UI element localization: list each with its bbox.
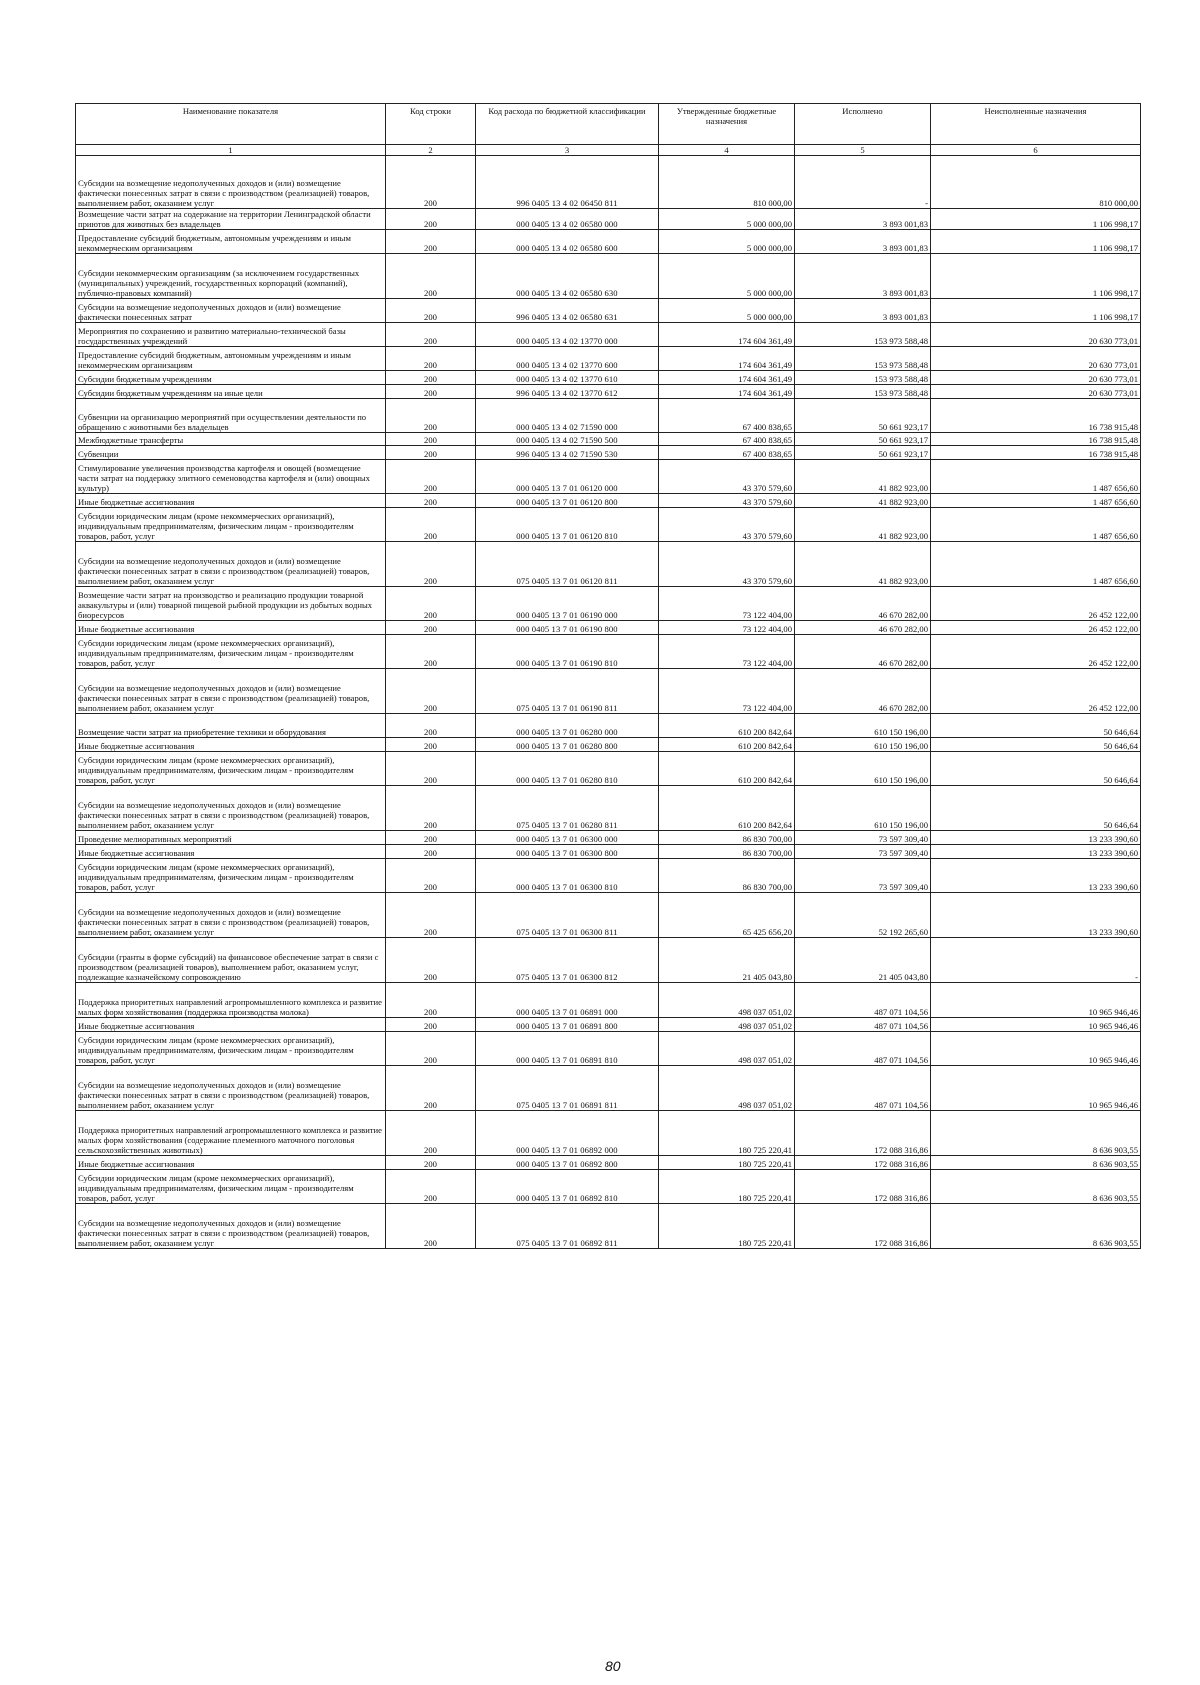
indicator-name: Предоставление субсидий бюджетным, автономным учреждениям и иным некоммерческим организациям [76, 347, 386, 371]
unexecuted-amount: 10 965 946,46 [931, 983, 1141, 1018]
unexecuted-amount: 13 233 390,60 [931, 831, 1141, 845]
approved-amount: 5 000 000,00 [659, 209, 795, 230]
line-code: 200 [386, 893, 476, 938]
indicator-name: Иные бюджетные ассигнования [76, 1156, 386, 1170]
executed-amount: 153 973 588,48 [795, 323, 931, 347]
line-code: 200 [386, 1066, 476, 1111]
unexecuted-amount: 13 233 390,60 [931, 859, 1141, 893]
table-row [76, 738, 1141, 752]
approved-amount: 174 604 361,49 [659, 371, 795, 385]
approved-amount: 174 604 361,49 [659, 385, 795, 399]
budget-classification-code: 000 0405 13 7 01 06280 000 [476, 714, 659, 738]
line-code: 200 [386, 230, 476, 254]
executed-amount: 487 071 104,56 [795, 983, 931, 1018]
executed-amount: 172 088 316,86 [795, 1156, 931, 1170]
line-code: 200 [386, 587, 476, 621]
indicator-name: Поддержка приоритетных направлений агропромышленного комплекса и развитие малых форм хозяйствования (содержание племенного маточного поголовья сельскохозяйственных животных) [76, 1111, 386, 1156]
approved-amount: 67 400 838,65 [659, 399, 795, 433]
table-row [76, 385, 1141, 399]
budget-classification-code: 000 0405 13 4 02 06580 000 [476, 209, 659, 230]
unexecuted-amount: 20 630 773,01 [931, 323, 1141, 347]
indicator-name: Субсидии бюджетным учреждениям [76, 371, 386, 385]
indicator-name: Субсидии юридическим лицам (кроме некоммерческих организаций), индивидуальным предпринимателям, физическим лицам - производителям товаров, работ, услуг [76, 508, 386, 542]
approved-amount: 86 830 700,00 [659, 845, 795, 859]
table-row [76, 1170, 1141, 1204]
executed-amount: 21 405 043,80 [795, 938, 931, 983]
header-row [76, 104, 1141, 145]
column-header-name: Наименование показателя [76, 104, 386, 145]
unexecuted-amount: 10 965 946,46 [931, 1018, 1141, 1032]
line-code: 200 [386, 738, 476, 752]
table-row [76, 494, 1141, 508]
indicator-name: Поддержка приоритетных направлений агропромышленного комплекса и развитие малых форм хозяйствования (поддержка производства молока) [76, 983, 386, 1018]
executed-amount: 153 973 588,48 [795, 347, 931, 371]
approved-amount: 610 200 842,64 [659, 752, 795, 786]
executed-amount: 172 088 316,86 [795, 1204, 931, 1249]
executed-amount: 46 670 282,00 [795, 669, 931, 714]
indicator-name: Субсидии на возмещение недополученных доходов и (или) возмещение фактически понесенных затрат в связи с производством (реализацией) товаров, выполнением работ, оказанием услуг [76, 786, 386, 831]
line-code: 200 [386, 845, 476, 859]
line-code: 200 [386, 938, 476, 983]
indicator-name: Субвенции на организацию мероприятий при осуществлении деятельности по обращению с животными без владельцев [76, 399, 386, 433]
unexecuted-amount: 10 965 946,46 [931, 1032, 1141, 1066]
unexecuted-amount: 20 630 773,01 [931, 385, 1141, 399]
table-row [76, 669, 1141, 714]
indicator-name: Возмещение части затрат на производство и реализацию продукции товарной аквакультуры и (или) товарной пищевой рыбной продукции из добытых водных биоресурсов [76, 587, 386, 621]
table-row [76, 371, 1141, 385]
budget-report-sheet [75, 103, 1140, 1249]
indicator-name: Субсидии на возмещение недополученных доходов и (или) возмещение фактически понесенных затрат в связи с производством (реализацией) товаров, выполнением работ, оказанием услуг [76, 893, 386, 938]
indicator-name: Субсидии юридическим лицам (кроме некоммерческих организаций), индивидуальным предпринимателям, физическим лицам - производителям товаров, работ, услуг [76, 1032, 386, 1066]
table-row [76, 347, 1141, 371]
indicator-name: Проведение мелиоративных мероприятий [76, 831, 386, 845]
executed-amount: 172 088 316,86 [795, 1170, 931, 1204]
approved-amount: 21 405 043,80 [659, 938, 795, 983]
indicator-name: Иные бюджетные ассигнования [76, 621, 386, 635]
unexecuted-amount: 1 106 998,17 [931, 230, 1141, 254]
executed-amount: 3 893 001,83 [795, 230, 931, 254]
approved-amount: 67 400 838,65 [659, 446, 795, 460]
table-row [76, 752, 1141, 786]
indicator-name: Субсидии на возмещение недополученных доходов и (или) возмещение фактически понесенных затрат в связи с производством (реализацией) товаров, выполнением работ, оказанием услуг [76, 542, 386, 587]
executed-amount: 153 973 588,48 [795, 385, 931, 399]
budget-classification-code: 075 0405 13 7 01 06892 811 [476, 1204, 659, 1249]
unexecuted-amount: 8 636 903,55 [931, 1156, 1141, 1170]
indicator-name: Субвенции [76, 446, 386, 460]
approved-amount: 180 725 220,41 [659, 1204, 795, 1249]
unexecuted-amount: 8 636 903,55 [931, 1170, 1141, 1204]
unexecuted-amount: 1 487 656,60 [931, 542, 1141, 587]
line-code: 200 [386, 1156, 476, 1170]
line-code: 200 [386, 347, 476, 371]
executed-amount: 172 088 316,86 [795, 1111, 931, 1156]
executed-amount: 50 661 923,17 [795, 399, 931, 433]
indicator-name: Мероприятия по сохранению и развитию материально-технической базы государственных учреждений [76, 323, 386, 347]
column-number: 5 [795, 145, 931, 156]
executed-amount: 41 882 923,00 [795, 508, 931, 542]
indicator-name: Стимулирование увеличения производства картофеля и овощей (возмещение части затрат на поддержку элитного семеноводства картофеля и (или) овощных культур) [76, 460, 386, 494]
indicator-name: Субсидии юридическим лицам (кроме некоммерческих организаций), индивидуальным предпринимателям, физическим лицам - производителям товаров, работ, услуг [76, 635, 386, 669]
unexecuted-amount: 50 646,64 [931, 738, 1141, 752]
executed-amount: 610 150 196,00 [795, 738, 931, 752]
indicator-name: Субсидии на возмещение недополученных доходов и (или) возмещение фактически понесенных затрат в связи с производством (реализацией) товаров, выполнением работ, оказанием услуг [76, 1204, 386, 1249]
column-number-row [76, 145, 1141, 156]
table-row [76, 831, 1141, 845]
table-row [76, 446, 1141, 460]
line-code: 200 [386, 714, 476, 738]
approved-amount: 67 400 838,65 [659, 433, 795, 446]
table-row [76, 323, 1141, 347]
approved-amount: 5 000 000,00 [659, 299, 795, 323]
line-code: 200 [386, 752, 476, 786]
table-row [76, 1066, 1141, 1111]
table-row [76, 508, 1141, 542]
unexecuted-amount: 20 630 773,01 [931, 347, 1141, 371]
line-code: 200 [386, 542, 476, 587]
line-code: 200 [386, 399, 476, 433]
unexecuted-amount: 26 452 122,00 [931, 587, 1141, 621]
table-row [76, 1204, 1141, 1249]
budget-classification-code: 075 0405 13 7 01 06300 811 [476, 893, 659, 938]
indicator-name: Субсидии на возмещение недополученных доходов и (или) возмещение фактически понесенных затрат в связи с производством (реализацией) товаров, выполнением работ, оказанием услуг [76, 669, 386, 714]
budget-classification-code: 000 0405 13 7 01 06891 810 [476, 1032, 659, 1066]
table-row [76, 542, 1141, 587]
executed-amount: 41 882 923,00 [795, 460, 931, 494]
table-row [76, 254, 1141, 299]
table-row [76, 1032, 1141, 1066]
budget-classification-code: 000 0405 13 7 01 06300 810 [476, 859, 659, 893]
indicator-name: Субсидии на возмещение недополученных доходов и (или) возмещение фактически понесенных затрат в связи с производством (реализацией) товаров, выполнением работ, оказанием услуг [76, 156, 386, 209]
approved-amount: 174 604 361,49 [659, 323, 795, 347]
unexecuted-amount: 13 233 390,60 [931, 893, 1141, 938]
unexecuted-amount: 16 738 915,48 [931, 446, 1141, 460]
indicator-name: Субсидии на возмещение недополученных доходов и (или) возмещение фактически понесенных затрат в связи с производством (реализацией) товаров, выполнением работ, оказанием услуг [76, 1066, 386, 1111]
budget-classification-code: 996 0405 13 4 02 06450 811 [476, 156, 659, 209]
approved-amount: 5 000 000,00 [659, 254, 795, 299]
table-row [76, 1111, 1141, 1156]
column-header-unexecuted: Неисполненные назначения [931, 104, 1141, 145]
budget-classification-code: 000 0405 13 7 01 06190 000 [476, 587, 659, 621]
unexecuted-amount: 26 452 122,00 [931, 669, 1141, 714]
budget-classification-code: 000 0405 13 4 02 71590 500 [476, 433, 659, 446]
line-code: 200 [386, 156, 476, 209]
approved-amount: 43 370 579,60 [659, 460, 795, 494]
approved-amount: 86 830 700,00 [659, 831, 795, 845]
approved-amount: 73 122 404,00 [659, 635, 795, 669]
budget-classification-code: 000 0405 13 7 01 06300 800 [476, 845, 659, 859]
indicator-name: Иные бюджетные ассигнования [76, 738, 386, 752]
approved-amount: 498 037 051,02 [659, 1032, 795, 1066]
table-row [76, 460, 1141, 494]
executed-amount: 487 071 104,56 [795, 1018, 931, 1032]
budget-classification-code: 000 0405 13 7 01 06892 000 [476, 1111, 659, 1156]
executed-amount: 50 661 923,17 [795, 446, 931, 460]
budget-classification-code: 000 0405 13 7 01 06891 800 [476, 1018, 659, 1032]
unexecuted-amount: 8 636 903,55 [931, 1204, 1141, 1249]
budget-classification-code: 075 0405 13 7 01 06300 812 [476, 938, 659, 983]
line-code: 200 [386, 209, 476, 230]
table-row [76, 1156, 1141, 1170]
table-row [76, 893, 1141, 938]
table-row [76, 299, 1141, 323]
executed-amount: 46 670 282,00 [795, 635, 931, 669]
approved-amount: 65 425 656,20 [659, 893, 795, 938]
approved-amount: 180 725 220,41 [659, 1156, 795, 1170]
budget-classification-code: 000 0405 13 4 02 06580 600 [476, 230, 659, 254]
budget-classification-code: 000 0405 13 4 02 13770 600 [476, 347, 659, 371]
budget-classification-code: 075 0405 13 7 01 06280 811 [476, 786, 659, 831]
column-number: 1 [76, 145, 386, 156]
budget-classification-code: 000 0405 13 7 01 06120 810 [476, 508, 659, 542]
indicator-name: Иные бюджетные ассигнования [76, 1018, 386, 1032]
table-row [76, 983, 1141, 1018]
line-code: 200 [386, 1018, 476, 1032]
budget-classification-code: 996 0405 13 4 02 71590 530 [476, 446, 659, 460]
budget-classification-code: 000 0405 13 7 01 06120 000 [476, 460, 659, 494]
line-code: 200 [386, 299, 476, 323]
unexecuted-amount: 8 636 903,55 [931, 1111, 1141, 1156]
unexecuted-amount: 16 738 915,48 [931, 433, 1141, 446]
budget-classification-code: 000 0405 13 7 01 06190 800 [476, 621, 659, 635]
indicator-name: Иные бюджетные ассигнования [76, 845, 386, 859]
budget-classification-code: 000 0405 13 4 02 06580 630 [476, 254, 659, 299]
executed-amount: 73 597 309,40 [795, 845, 931, 859]
approved-amount: 180 725 220,41 [659, 1111, 795, 1156]
executed-amount: 41 882 923,00 [795, 494, 931, 508]
unexecuted-amount: 1 106 998,17 [931, 299, 1141, 323]
page-number: 80 [605, 1658, 621, 1674]
unexecuted-amount: 1 106 998,17 [931, 209, 1141, 230]
budget-classification-code: 000 0405 13 4 02 71590 000 [476, 399, 659, 433]
approved-amount: 5 000 000,00 [659, 230, 795, 254]
column-number: 3 [476, 145, 659, 156]
table-row [76, 230, 1141, 254]
executed-amount: 3 893 001,83 [795, 209, 931, 230]
budget-classification-code: 000 0405 13 7 01 06190 810 [476, 635, 659, 669]
table-row [76, 786, 1141, 831]
table-row [76, 209, 1141, 230]
column-number: 6 [931, 145, 1141, 156]
executed-amount: 487 071 104,56 [795, 1066, 931, 1111]
budget-execution-table [75, 103, 1141, 1249]
budget-classification-code: 000 0405 13 7 01 06280 800 [476, 738, 659, 752]
executed-amount: 610 150 196,00 [795, 786, 931, 831]
line-code: 200 [386, 254, 476, 299]
budget-classification-code: 000 0405 13 4 02 13770 610 [476, 371, 659, 385]
line-code: 200 [386, 1170, 476, 1204]
table-row [76, 1018, 1141, 1032]
table-row [76, 938, 1141, 983]
line-code: 200 [386, 446, 476, 460]
table-row [76, 714, 1141, 738]
executed-amount: 610 150 196,00 [795, 752, 931, 786]
indicator-name: Субсидии юридическим лицам (кроме некоммерческих организаций), индивидуальным предпринимателям, физическим лицам - производителям товаров, работ, услуг [76, 752, 386, 786]
budget-classification-code: 996 0405 13 4 02 13770 612 [476, 385, 659, 399]
line-code: 200 [386, 371, 476, 385]
table-row [76, 845, 1141, 859]
table-body [76, 156, 1141, 1249]
line-code: 200 [386, 983, 476, 1018]
approved-amount: 810 000,00 [659, 156, 795, 209]
table-row [76, 399, 1141, 433]
budget-classification-code: 000 0405 13 4 02 13770 000 [476, 323, 659, 347]
executed-amount: 46 670 282,00 [795, 587, 931, 621]
line-code: 200 [386, 831, 476, 845]
indicator-name: Субсидии юридическим лицам (кроме некоммерческих организаций), индивидуальным предпринимателям, физическим лицам - производителям товаров, работ, услуг [76, 859, 386, 893]
approved-amount: 610 200 842,64 [659, 714, 795, 738]
line-code: 200 [386, 433, 476, 446]
unexecuted-amount: 50 646,64 [931, 786, 1141, 831]
line-code: 200 [386, 494, 476, 508]
line-code: 200 [386, 1032, 476, 1066]
unexecuted-amount: 50 646,64 [931, 714, 1141, 738]
approved-amount: 498 037 051,02 [659, 983, 795, 1018]
executed-amount: - [795, 156, 931, 209]
unexecuted-amount: 13 233 390,60 [931, 845, 1141, 859]
executed-amount: 52 192 265,60 [795, 893, 931, 938]
table-row [76, 621, 1141, 635]
approved-amount: 43 370 579,60 [659, 494, 795, 508]
unexecuted-amount: 810 000,00 [931, 156, 1141, 209]
line-code: 200 [386, 1111, 476, 1156]
approved-amount: 86 830 700,00 [659, 859, 795, 893]
approved-amount: 610 200 842,64 [659, 738, 795, 752]
unexecuted-amount: 26 452 122,00 [931, 635, 1141, 669]
unexecuted-amount: 1 487 656,60 [931, 494, 1141, 508]
column-header-executed: Исполнено [795, 104, 931, 145]
indicator-name: Предоставление субсидий бюджетным, автономным учреждениям и иным некоммерческим организациям [76, 230, 386, 254]
indicator-name: Субсидии на возмещение недополученных доходов и (или) возмещение фактически понесенных затрат [76, 299, 386, 323]
budget-classification-code: 075 0405 13 7 01 06190 811 [476, 669, 659, 714]
approved-amount: 498 037 051,02 [659, 1018, 795, 1032]
unexecuted-amount: 26 452 122,00 [931, 621, 1141, 635]
executed-amount: 3 893 001,83 [795, 299, 931, 323]
column-number: 2 [386, 145, 476, 156]
budget-classification-code: 996 0405 13 4 02 06580 631 [476, 299, 659, 323]
table-row [76, 587, 1141, 621]
executed-amount: 3 893 001,83 [795, 254, 931, 299]
executed-amount: 46 670 282,00 [795, 621, 931, 635]
approved-amount: 43 370 579,60 [659, 508, 795, 542]
line-code: 200 [386, 621, 476, 635]
indicator-name: Возмещение части затрат на приобретение техники и оборудования [76, 714, 386, 738]
line-code: 200 [386, 385, 476, 399]
column-header-approved: Утвержденные бюджетные назначения [659, 104, 795, 145]
table-row [76, 635, 1141, 669]
budget-classification-code: 000 0405 13 7 01 06892 810 [476, 1170, 659, 1204]
executed-amount: 487 071 104,56 [795, 1032, 931, 1066]
unexecuted-amount: 10 965 946,46 [931, 1066, 1141, 1111]
unexecuted-amount: 20 630 773,01 [931, 371, 1141, 385]
table-row [76, 156, 1141, 209]
approved-amount: 73 122 404,00 [659, 587, 795, 621]
unexecuted-amount: 50 646,64 [931, 752, 1141, 786]
executed-amount: 73 597 309,40 [795, 831, 931, 845]
column-header-line-code: Код строки [386, 104, 476, 145]
column-number: 4 [659, 145, 795, 156]
budget-classification-code: 000 0405 13 7 01 06280 810 [476, 752, 659, 786]
table-row [76, 859, 1141, 893]
indicator-name: Субсидии бюджетным учреждениям на иные цели [76, 385, 386, 399]
unexecuted-amount: 1 106 998,17 [931, 254, 1141, 299]
indicator-name: Субсидии (гранты в форме субсидий) на финансовое обеспечение затрат в связи с производством (реализацией товаров), выполнением работ, оказанием услуг, подлежащие казначейскому сопровождению [76, 938, 386, 983]
budget-classification-code: 000 0405 13 7 01 06300 000 [476, 831, 659, 845]
executed-amount: 73 597 309,40 [795, 859, 931, 893]
line-code: 200 [386, 635, 476, 669]
executed-amount: 610 150 196,00 [795, 714, 931, 738]
approved-amount: 73 122 404,00 [659, 669, 795, 714]
unexecuted-amount: 16 738 915,48 [931, 399, 1141, 433]
approved-amount: 498 037 051,02 [659, 1066, 795, 1111]
budget-classification-code: 000 0405 13 7 01 06120 800 [476, 494, 659, 508]
line-code: 200 [386, 786, 476, 831]
indicator-name: Иные бюджетные ассигнования [76, 494, 386, 508]
executed-amount: 50 661 923,17 [795, 433, 931, 446]
line-code: 200 [386, 669, 476, 714]
approved-amount: 610 200 842,64 [659, 786, 795, 831]
indicator-name: Субсидии некоммерческим организациям (за исключением государственных (муниципальных) учреждений, государственных корпораций (компаний), публично-правовых компаний) [76, 254, 386, 299]
line-code: 200 [386, 1204, 476, 1249]
approved-amount: 43 370 579,60 [659, 542, 795, 587]
budget-classification-code: 000 0405 13 7 01 06892 800 [476, 1156, 659, 1170]
executed-amount: 41 882 923,00 [795, 542, 931, 587]
unexecuted-amount: - [931, 938, 1141, 983]
approved-amount: 180 725 220,41 [659, 1170, 795, 1204]
executed-amount: 153 973 588,48 [795, 371, 931, 385]
line-code: 200 [386, 460, 476, 494]
unexecuted-amount: 1 487 656,60 [931, 460, 1141, 494]
budget-classification-code: 075 0405 13 7 01 06891 811 [476, 1066, 659, 1111]
approved-amount: 174 604 361,49 [659, 347, 795, 371]
indicator-name: Возмещение части затрат на содержание на территории Ленинградской области приютов для животных без владельцев [76, 209, 386, 230]
column-header-budget-code: Код расхода по бюджетной классификации [476, 104, 659, 145]
table-header [76, 104, 1141, 156]
approved-amount: 73 122 404,00 [659, 621, 795, 635]
line-code: 200 [386, 859, 476, 893]
indicator-name: Субсидии юридическим лицам (кроме некоммерческих организаций), индивидуальным предпринимателям, физическим лицам - производителям товаров, работ, услуг [76, 1170, 386, 1204]
budget-classification-code: 000 0405 13 7 01 06891 000 [476, 983, 659, 1018]
line-code: 200 [386, 508, 476, 542]
indicator-name: Межбюджетные трансферты [76, 433, 386, 446]
unexecuted-amount: 1 487 656,60 [931, 508, 1141, 542]
table-row [76, 433, 1141, 446]
line-code: 200 [386, 323, 476, 347]
budget-classification-code: 075 0405 13 7 01 06120 811 [476, 542, 659, 587]
